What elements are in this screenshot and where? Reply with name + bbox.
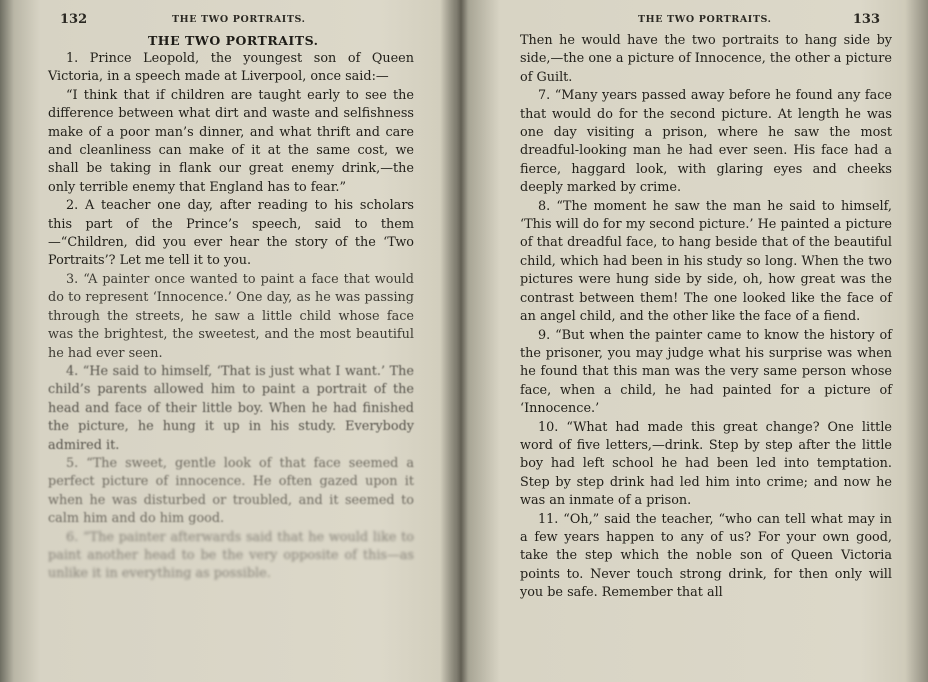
- paragraph: 4. “He said to himself, ‘That is just what I want.’ The child’s parents allowed him to paint a portrait of the head and face of their little boy. When he had finished the picture, he hung it up in his study. Everybody admired it.: [48, 363, 414, 453]
- paragraph: Then he would have the two portraits to hang side by side,—the one a picture of Innocence, the other a picture of Guilt.: [520, 33, 892, 85]
- paragraph: 5. “The sweet, gentle look of that face seemed a perfect picture of innocence. He often gazed upon it when he was disturbed or troubled, and it seemed to calm him and do him good.: [48, 455, 414, 527]
- book-gutter: [440, 0, 470, 682]
- left-running-title: THE TWO PORTRAITS.: [172, 14, 306, 25]
- paragraph: 3. “A painter once wanted to paint a face that would do to represent ‘Innocence.’ One day, as he was passing through the streets, he saw a little child whose face was the brightest, the sweetest, and the most beautiful he had ever seen.: [48, 271, 414, 361]
- left-page: [22, 0, 438, 682]
- paragraph: “I think that if children are taught early to see the difference between what dirt and waste and selfishness make of a poor man’s dinner, and what thrift and care and cleanliness can make of it at the same cost, we shall be taking in flank our great enemy drink,—the only terrible enemy that England has to fear.”: [48, 87, 414, 195]
- paragraph: 2. A teacher one day, after reading to his scholars this part of the Prince’s speech, said to them—“Children, did you ever hear the story of the ‘Two Portraits’? Let me tell it to you.: [48, 198, 414, 269]
- right-page-header: [508, 10, 900, 32]
- section-title: THE TWO PORTRAITS.: [148, 33, 319, 48]
- left-page-header: [22, 10, 438, 32]
- left-page-text: [22, 50, 438, 584]
- paragraph: 11. “Oh,” said the teacher, “who can tell what may in a few years happen to any of us? For your own good, take the step which the noble son of Queen Victoria points to. Never touch strong drink, for then only will you be safe. Remember that all: [520, 511, 892, 601]
- paragraph: 6. “The painter afterwards said that he would like to paint another head to be the very opposite of this—as unlike it in everything as possible.: [48, 529, 414, 582]
- paragraph: 1. Prince Leopold, the youngest son of Queen Victoria, in a speech made at Liverpool, once said:—: [48, 51, 414, 85]
- paragraph: 7. “Many years passed away before he found any face that would do for the second picture. At length he was one day visiting a prison, where he saw the most dreadful-looking man he had ever seen. His face had a fierce, haggard look, with glaring eyes and cheeks deeply marked by crime.: [520, 88, 892, 196]
- right-page: [508, 0, 900, 682]
- paragraph: 10. “What had made this great change? One little word of five letters,—drink. Step by step after the little boy had left school he had been led into temptation. Step by step drink had led him into crime; and now he was an inmate of a prison.: [520, 419, 892, 509]
- right-page-text: [508, 32, 900, 603]
- left-page-number: 132: [60, 12, 88, 27]
- paragraph: 8. “The moment he saw the man he said to himself, ‘This will do for my second picture.’ He painted a picture of that dreadful face, to hang beside that of the beautiful child, which had been in his study so long. When the two pictures were hung side by side, oh, how great was the contrast between them! The one looked like the face of an angel child, and the other like the face of a fiend.: [520, 198, 892, 325]
- right-page-number: 133: [852, 12, 880, 27]
- paragraph: 9. “But when the painter came to know the history of the prisoner, you may judge what his surprise was when he found that this man was the very same person whose face, when a child, he had painted for a picture of ‘Innocence.’: [520, 327, 892, 417]
- right-running-title: THE TWO PORTRAITS.: [638, 14, 772, 25]
